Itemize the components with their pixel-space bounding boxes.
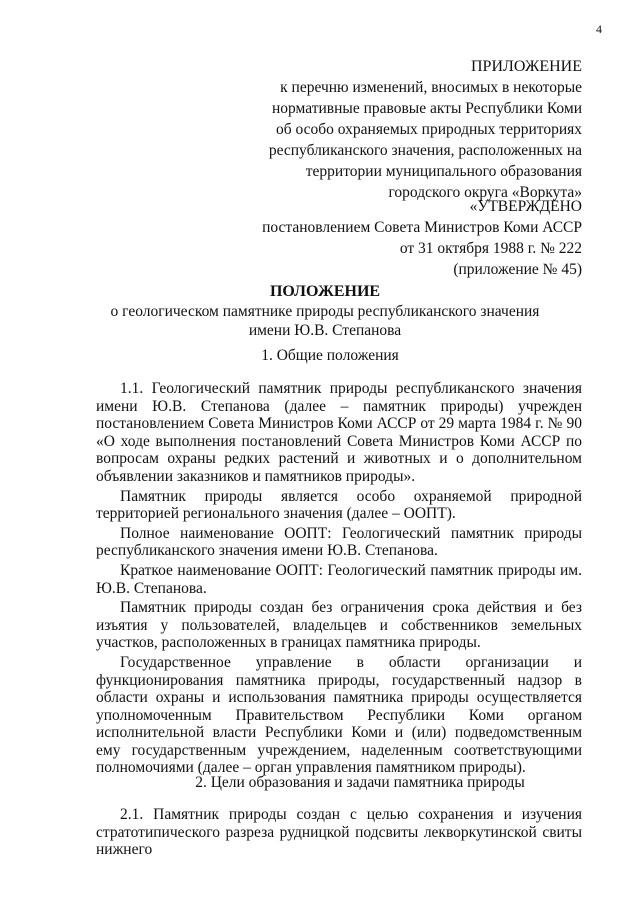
section-heading-2: 2. Цели образования и задачи памятника природы (195, 774, 525, 791)
paragraph: Краткое наименование ООПТ: Геологический памятник природы им. Ю.В. Степанова. (96, 561, 582, 597)
section-heading-1: 1. Общие положения (261, 347, 399, 364)
annex-line: нормативные правовые акты Республики Коми (272, 100, 582, 117)
section-1-body (96, 380, 582, 779)
approval-line: (приложение № 45) (453, 261, 582, 278)
document-subtitle-line: имени Ю.В. Степанова (248, 322, 402, 339)
page-number: 4 (596, 22, 602, 36)
annex-line: об особо охраняемых природных территориях (276, 121, 582, 138)
annex-line: городского округа «Воркута» (388, 184, 582, 201)
paragraph: Памятник природы создан без ограничения срока действия и без изъятия у пользователей, владельцев и собственников земельных участков, расположенных в границах памятника природы. (96, 599, 582, 652)
approval-line: «УТВЕРЖДЕНО (469, 198, 582, 215)
document-header (100, 282, 550, 340)
document-title: ПОЛОЖЕНИЕ (269, 283, 381, 300)
paragraph: 1.1. Геологический памятник природы республиканского значения имени Ю.В. Степанова (далее – памятник природы) учрежден постановлением Совета Министров Коми АССР от 29 марта 1984 г. № 90 «О ходе выполнения постановлений Совета Министров Коми АССР по вопросам охраны редких растений и животных и о дополнительном объявлении заказников и памятников природы». (96, 380, 582, 485)
annex-line: республиканского значения, расположенных на (268, 142, 582, 159)
approval-line: постановлением Совета Министров Коми АССР (262, 219, 582, 236)
annex-title: ПРИЛОЖЕНИЕ (470, 58, 582, 75)
annex-block (252, 56, 582, 203)
annex-line: территории муниципального образования (305, 163, 582, 180)
paragraph: Полное наименование ООПТ: Геологический памятник природы республиканского значения имени Ю.В. Степанова. (96, 524, 582, 560)
paragraph: 2.1. Памятник природы создан с целью сохранения и изучения стратотипического разреза рудницкой подсвиты лекворкутинской свиты нижнего (96, 806, 582, 859)
approval-block (222, 196, 582, 280)
document-subtitle-line: о геологическом памятнике природы республиканского значения (110, 303, 540, 320)
paragraph: Памятник природы является особо охраняемой природной территорией регионального значения (далее – ООПТ). (96, 487, 582, 523)
annex-line: к перечню изменений, вносимых в некоторые (280, 79, 582, 96)
approval-line: от 31 октября 1988 г. № 222 (399, 240, 582, 257)
paragraph: Государственное управление в области организации и функционирования памятника природы, государственный надзор в области охраны и использования памятника природы осуществляется уполномоченным Правительством Республики Коми органом исполнительной власти Республики Коми и (или) подведомственным ему государственным учреждением, наделенным соответствующими полномочиями (далее – орган управления памятником природы). (96, 653, 582, 777)
section-2-body (96, 806, 582, 861)
